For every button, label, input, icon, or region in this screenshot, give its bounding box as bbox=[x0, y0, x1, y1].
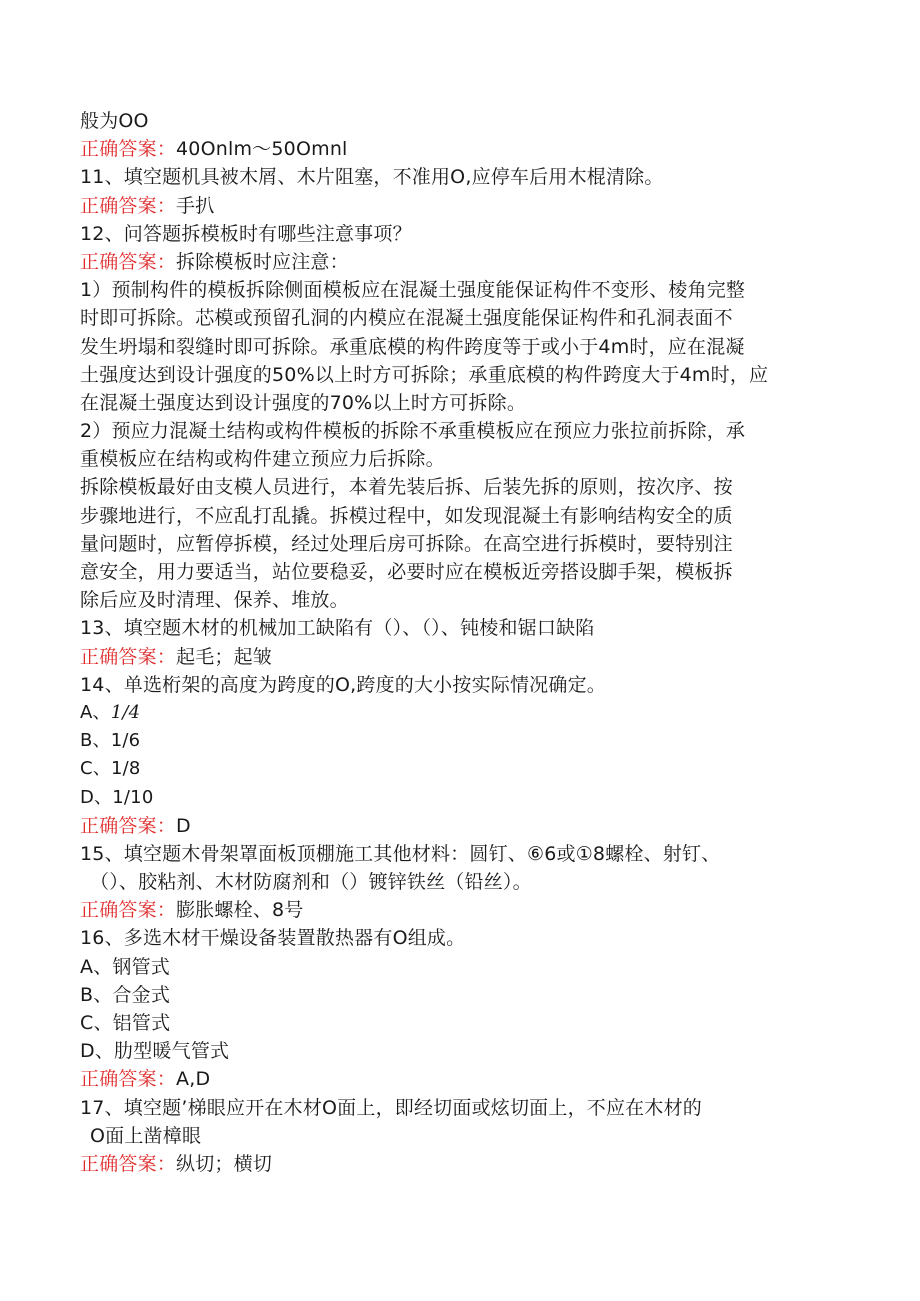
option-key: D、 bbox=[80, 1040, 115, 1063]
question-11: 11、填空题机具被木屑、木片阻塞，不准用O,应停车后用木棍清除。 bbox=[80, 166, 664, 189]
option-text: 肋型暖气管式 bbox=[114, 1040, 230, 1063]
answer-line bbox=[80, 643, 840, 671]
text-line: 量问题时，应暂停拆模，经过处理后房可拆除。在高空进行拆模时，要特别注 bbox=[80, 532, 733, 555]
option-d bbox=[80, 1037, 840, 1065]
question-16: 16、多选木材干燥设备装置散热器有O组成。 bbox=[80, 927, 466, 950]
answer-line bbox=[80, 1065, 840, 1093]
option-text: 合金式 bbox=[112, 983, 171, 1006]
text-line: 除后应及时清理、保养、堆放。 bbox=[80, 589, 349, 612]
option-text: 1/6 bbox=[110, 730, 141, 752]
answer-label: 正确答案： bbox=[80, 250, 177, 273]
option-b bbox=[80, 727, 840, 755]
text-line: 1）预制构件的模板拆除侧面模板应在混凝土强度能保证构件不变形、棱角完整 bbox=[80, 279, 746, 302]
text-line: 般为OO bbox=[80, 110, 149, 132]
question-17: 17、填空题’梯眼应开在木材O面上，即经切面或炫切面上，不应在木材的 bbox=[80, 1096, 702, 1119]
option-text: 1/8 bbox=[110, 758, 141, 780]
text-line: 拆除模板最好由支模人员进行，本着先装后拆、后装先拆的原则，按次序、按 bbox=[80, 476, 733, 499]
option-text: 1/4 bbox=[110, 701, 141, 723]
answer-label: 正确答案： bbox=[80, 814, 177, 837]
question-12: 12、问答题拆模板时有哪些注意事项？ bbox=[80, 222, 412, 245]
answer-label: 正确答案： bbox=[80, 1068, 177, 1091]
question-15-cont: （）、胶粘剂、木材防腐剂和（）镀锌铁丝（铅丝）。 bbox=[90, 871, 532, 894]
text-line: 发生坍塌和裂缝时即可拆除。承重底模的构件跨度等于或小于4m时，应在混凝 bbox=[80, 335, 745, 358]
answer-label: 正确答案： bbox=[80, 1152, 177, 1175]
answer-value: 纵切；横切 bbox=[176, 1152, 273, 1175]
answer-label: 正确答案： bbox=[80, 899, 177, 922]
option-text: 1/10 bbox=[112, 786, 154, 808]
question-13: 13、填空题木材的机械加工缺陷有（）、（）、钝棱和锯口缺陷 bbox=[80, 617, 595, 640]
answer-label: 正确答案： bbox=[80, 138, 177, 161]
answer-value: A,D bbox=[176, 1068, 211, 1091]
question-15: 15、填空题木骨架罩面板顶棚施工其他材料：圆钉、⑥6或①8螺栓、射钉、 bbox=[80, 842, 721, 865]
option-c bbox=[80, 755, 840, 783]
text-line: 土强度达到设计强度的50%以上时方可拆除；承重底模的构件跨度大于4m时，应 bbox=[80, 363, 769, 386]
answer-line bbox=[80, 812, 840, 840]
answer-value: 40Onlm〜50Omnl bbox=[176, 138, 348, 161]
option-text: 铝管式 bbox=[112, 1012, 171, 1034]
option-key: A、 bbox=[80, 701, 111, 723]
option-d bbox=[80, 784, 840, 812]
answer-line bbox=[80, 896, 840, 924]
answer-line bbox=[80, 1150, 840, 1178]
question-17-cont: O面上凿樟眼 bbox=[90, 1124, 202, 1147]
question-14: 14、单选桁架的高度为跨度的O,跨度的大小按实际情况确定。 bbox=[80, 673, 606, 696]
text-line: 在混凝土强度达到设计强度的70%以上时方可拆除。 bbox=[80, 391, 527, 414]
option-key: B、 bbox=[80, 983, 113, 1006]
answer-line bbox=[80, 248, 840, 276]
answer-value: D bbox=[176, 814, 191, 837]
option-key: B、 bbox=[80, 730, 111, 752]
answer-line bbox=[80, 192, 840, 220]
answer-value: 拆除模板时应注意： bbox=[176, 250, 349, 273]
answer-value: 膨胀螺栓、8号 bbox=[176, 899, 304, 922]
answer-line bbox=[80, 135, 840, 163]
text-line: 重模板应在结构或构件建立预应力后拆除。 bbox=[80, 448, 445, 471]
document-body bbox=[80, 107, 840, 1178]
answer-label: 正确答案： bbox=[80, 645, 177, 668]
text-line: 意安全，用力要适当，站位要稳妥，必要时应在模板近旁搭设脚手架，模板拆 bbox=[80, 561, 733, 583]
option-c bbox=[80, 1009, 840, 1037]
option-a bbox=[80, 699, 840, 727]
text-line: 2）预应力混凝土结构或构件模板的拆除不承重模板应在预应力张拉前拆除，承 bbox=[80, 420, 746, 443]
option-a bbox=[80, 953, 840, 981]
option-key: C、 bbox=[80, 758, 111, 780]
option-key: C、 bbox=[80, 1012, 113, 1034]
option-key: A、 bbox=[80, 955, 113, 978]
option-key: D、 bbox=[80, 786, 113, 808]
option-text: 钢管式 bbox=[112, 955, 171, 978]
text-line: 步骤地进行，不应乱打乱撬。拆模过程中，如发现混凝土有影响结构安全的质 bbox=[80, 504, 733, 527]
answer-value: 手扒 bbox=[176, 194, 215, 217]
answer-label: 正确答案： bbox=[80, 194, 177, 217]
option-b bbox=[80, 981, 840, 1009]
answer-value: 起毛；起皱 bbox=[176, 645, 273, 668]
text-line: 时即可拆除。芯模或预留孔洞的内模应在混凝土强度能保证构件和孔洞表面不 bbox=[80, 307, 733, 330]
